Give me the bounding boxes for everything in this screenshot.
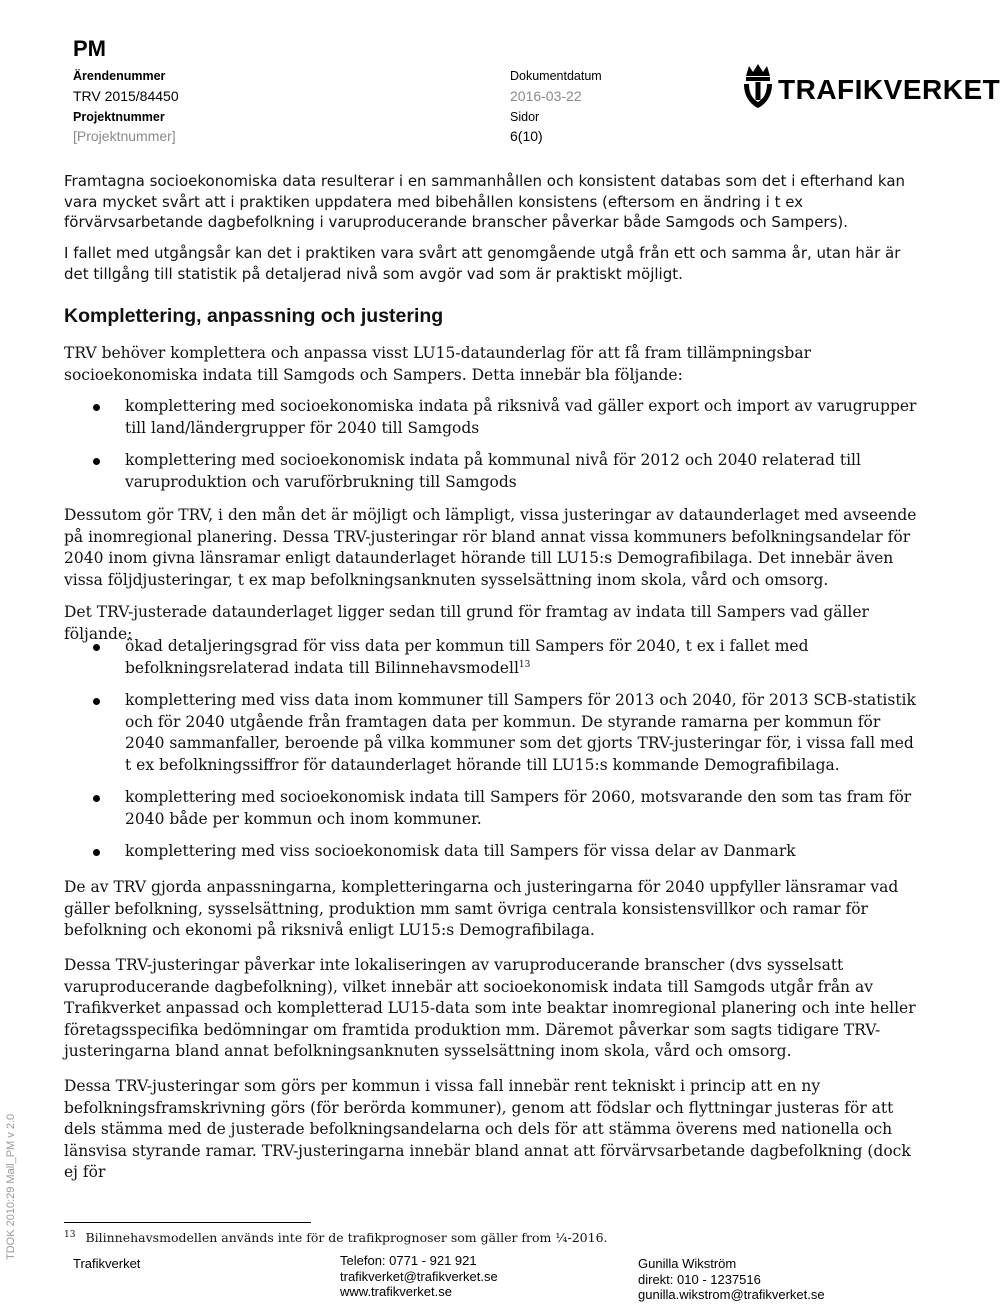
footnote bbox=[64, 1230, 608, 1246]
paragraph-adjustments: Dessutom gör TRV, i den mån det är möjligt och lämpligt, vissa justeringar av dataunderlaget med avseende på inomregional planering. Dessa TRV-justeringar rör bland annat vissa kommuners befolkningsandelar för 2040 inom givna länsramar enligt dataunderlaget hörande till LU15:s Demografibilaga. Det innebär även vissa följdjusteringar, t ex map befolkningsanknuten sysselsättning inom skola, vård och omsorg. bbox=[64, 506, 917, 589]
footnote-number: 13 bbox=[64, 1229, 76, 1240]
list-item: komplettering med socioekonomisk indata till Sampers för 2060, motsvarande den som tas fram för 2040 både per kommun och inom kommuner. bbox=[64, 787, 920, 830]
bullet-icon bbox=[93, 644, 100, 651]
document-type: PM bbox=[73, 36, 106, 61]
logo-wordmark: TRAFIKVERKET bbox=[778, 74, 1000, 105]
paragraph-base-year: I fallet med utgångsår kan det i praktiken vara svårt att genomgående utgå från ett och samma år, utan här är det tillgång till statistik på detaljerad nivå som avgör vad som är praktiskt möjligt. bbox=[64, 244, 901, 283]
case-number-label: Ärendenummer bbox=[73, 69, 166, 83]
project-number: [Projektnummer] bbox=[73, 128, 176, 144]
sampers-list bbox=[64, 636, 920, 874]
list-item: komplettering med socioekonomisk indata på kommunal nivå för 2012 och 2040 relaterad till varuproduktion och varuförbrukning till Samgods bbox=[64, 450, 920, 493]
list-item: ökad detaljeringsgrad för viss data per kommun till Sampers för 2040, t ex i fallet med befolkningsrelaterad indata till Bilinnehavsmodell$^{13}$ bbox=[64, 636, 920, 679]
project-number-label: Projektnummer bbox=[73, 110, 165, 124]
list-item: komplettering med viss data inom kommuner till Sampers för 2013 och 2040, för 2013 SCB-statistik och för 2040 utgående från framtagen data per kommun. De styrande ramarna per kommun för 2040 sammanfaller, beroende på vilka kommuner som det gjorts TRV-justeringar för, i vissa fall med t ex befolkningssiffror för dataunderlaget hörande till LU15:s kommande Demografibilaga. bbox=[64, 690, 920, 776]
paragraph-localisation: Dessa TRV-justeringar påverkar inte lokaliseringen av varuproducerande branscher (dvs sysselsatt varuproducerande dagbefolkning), vilket innebär att socioekonomisk indata till Samgods utgår från av Trafikverket anpassad och kompletterad LU15-data som inte beaktar inomregional planering och inte heller företagsspecifika bedömningar om framtida produktion mm. Däremot påverkar som sagts tidigare TRV-justeringarna bland annat befolkningsanknuten sysselsättning inom skola, vård och omsorg. bbox=[64, 956, 916, 1060]
footer-contact-block bbox=[340, 1253, 498, 1300]
list-item: komplettering med socioekonomiska indata på riksnivå vad gäller export och import av varugrupper till land/ländergrupper för 2040 till Samgods bbox=[64, 396, 920, 439]
footer-person-phone: direkt: 010 - 1237516 bbox=[638, 1271, 761, 1287]
crown-emblem-icon bbox=[740, 62, 776, 110]
footnote-divider bbox=[64, 1222, 311, 1223]
paragraph-population-projection: Dessa TRV-justeringar som görs per kommun i vissa fall innebär rent tekniskt i princip att en ny befolkningsframskrivning görs (för berörda kommuner), genom att födslar och flyttningar justeras för att dels stämma med de justerade befolkningsandelarna och dels för att stämma överens med nationella och länsvisa styrande ramar. TRV-justeringarna innebär bland annat att förvärvsarbetande dagbefolkning (dock ej för bbox=[64, 1077, 911, 1181]
footer-org: Trafikverket bbox=[73, 1256, 141, 1271]
document-date: 2016-03-22 bbox=[510, 88, 582, 104]
paragraph-intro: TRV behöver komplettera och anpassa visst LU15-dataunderlag för att få fram tillämpningsbar socioekonomiska indata till Samgods och Sampers. Detta innebär bla följande: bbox=[64, 344, 811, 384]
template-id: TDOK 2010:29 Mall_PM v 2.0 bbox=[5, 1113, 17, 1260]
footer-phone: Telefon: 0771 - 921 921 bbox=[340, 1253, 477, 1268]
footer-person-block bbox=[638, 1256, 825, 1303]
list-item: komplettering med viss socioekonomisk data till Sampers för vissa delar av Danmark bbox=[64, 841, 920, 863]
footer-website[interactable]: www.trafikverket.se bbox=[340, 1284, 452, 1299]
page-count: 6(10) bbox=[510, 128, 543, 144]
section-heading: Komplettering, anpassning och justering bbox=[64, 305, 444, 327]
trafikverket-logo bbox=[740, 62, 1000, 112]
bullet-icon bbox=[93, 404, 100, 411]
footer-person-email[interactable]: gunilla.wikstrom@trafikverket.se bbox=[638, 1287, 825, 1302]
paragraph-consistent-database: Framtagna socioekonomiska data resulterar i en sammanhållen och konsistent databas som det i efterhand kan vara mycket svårt att i praktiken uppdatera med bibehållen konsistens (eftersom en ändring i t ex förvärvsarbetande dagbefolkning i varuproducerande branscher påverkar både Samgods och Sampers). bbox=[64, 172, 906, 231]
samgods-list bbox=[64, 396, 920, 504]
bullet-icon bbox=[93, 795, 100, 802]
footnote-text: Bilinnehavsmodellen används inte för de trafikprognoser som gäller from ¼-2016. bbox=[85, 1230, 608, 1245]
paragraph-sampers-intro: Det TRV-justerade dataunderlaget ligger sedan till grund för framtag av indata till Sampers vad gäller följande: bbox=[64, 603, 869, 643]
document-date-label: Dokumentdatum bbox=[510, 69, 602, 83]
case-number: TRV 2015/84450 bbox=[73, 88, 179, 104]
paragraph-fulfilment: De av TRV gjorda anpassningarna, kompletteringarna och justeringarna för 2040 uppfyller länsramar vad gäller befolkning, sysselsättning, produktion mm samt övriga centrala konsistensvillkor och ramar för befolkning och ekonomi på riksnivå enligt LU15:s Demografibilaga. bbox=[64, 878, 899, 939]
pages-label: Sidor bbox=[510, 110, 540, 124]
footer-person-name: Gunilla Wikström bbox=[638, 1256, 737, 1271]
bullet-icon bbox=[93, 698, 100, 705]
footnote-reference: 13 bbox=[518, 659, 531, 670]
bullet-icon bbox=[93, 458, 100, 465]
bullet-icon bbox=[93, 849, 100, 856]
footer-email[interactable]: trafikverket@trafikverket.se bbox=[340, 1268, 498, 1284]
